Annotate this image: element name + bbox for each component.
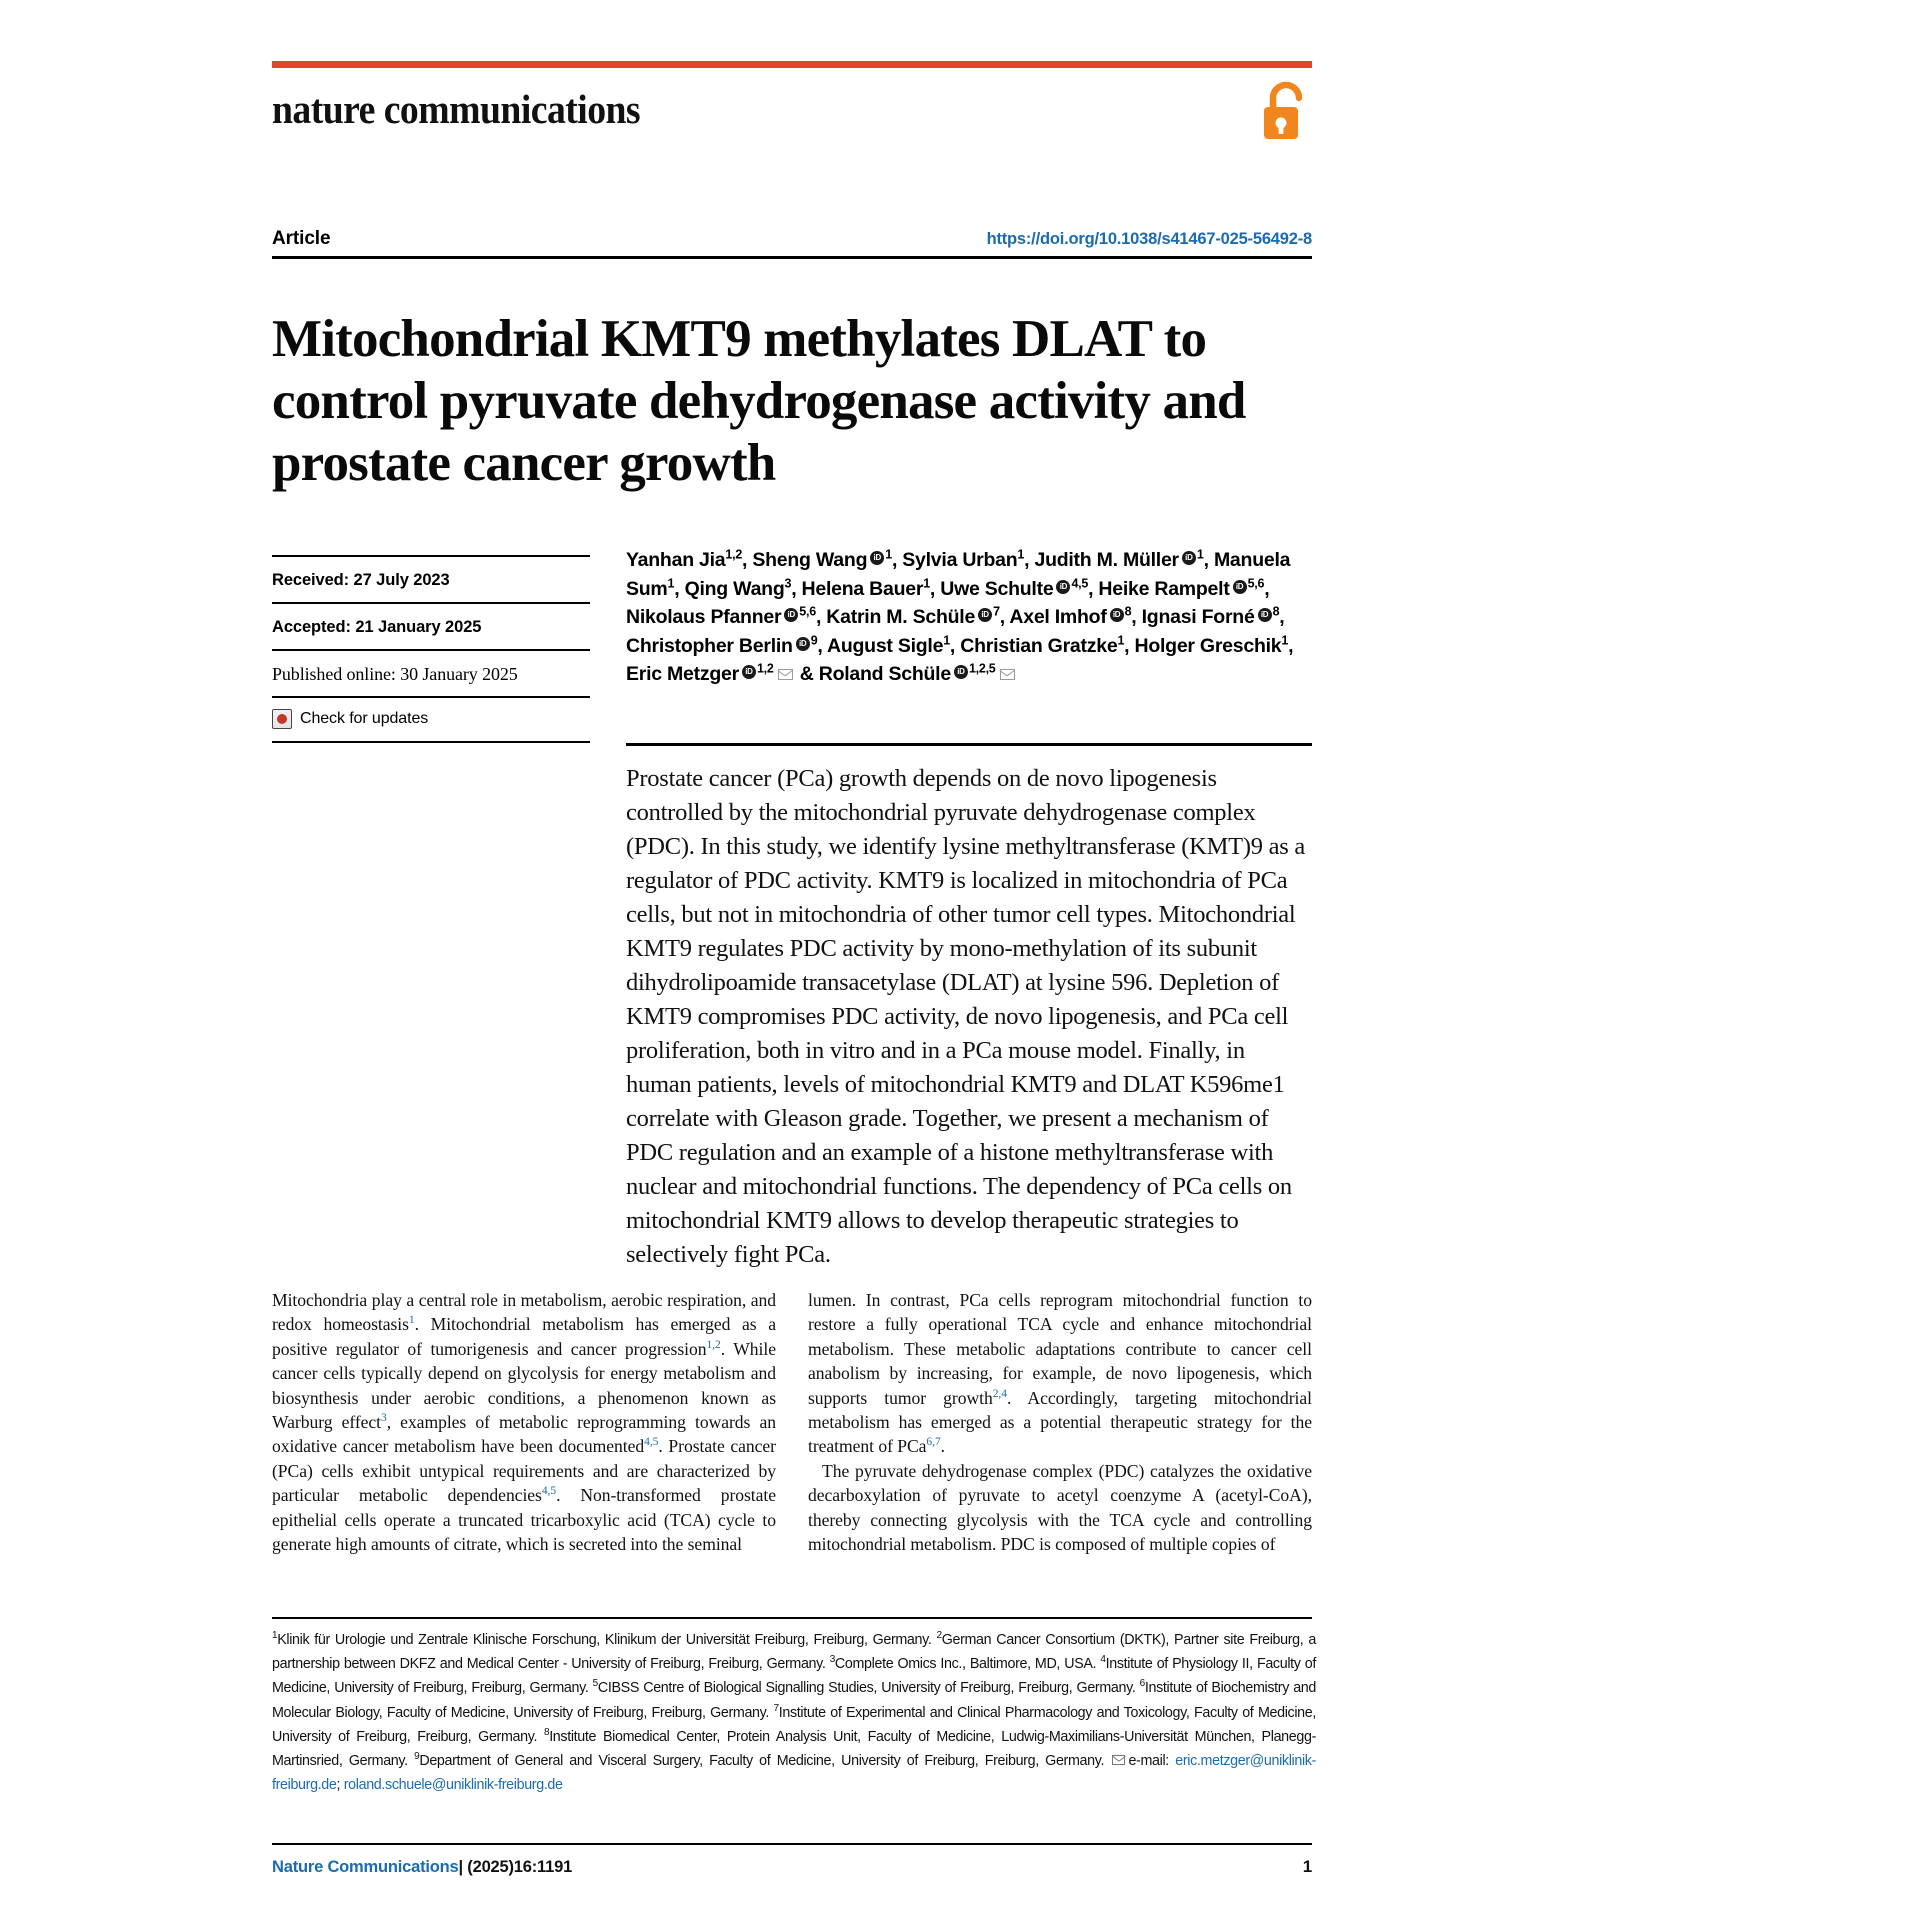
email-label: e-mail:	[1128, 1753, 1169, 1770]
orcid-icon[interactable]	[1110, 608, 1124, 622]
received-date: Received: 27 July 2023	[272, 571, 450, 589]
author-affiliation-ref: 1	[1196, 547, 1204, 562]
doi-link[interactable]: https://doi.org/10.1038/s41467-025-56492-8	[986, 230, 1312, 248]
author-affiliation-ref: 5,6	[1247, 576, 1265, 590]
author-affiliation-ref: 4,5	[1071, 576, 1089, 590]
author-affiliation-ref: 5,6	[799, 604, 816, 619]
author-affiliation-ref: 1,2,5	[968, 661, 996, 676]
page-footer	[272, 1857, 1312, 1877]
author-affiliation-ref: 7	[993, 604, 1000, 619]
masthead	[272, 78, 1312, 140]
body-paragraph: The pyruvate dehydrogenase complex (PDC) catalyzes the oxidative decarboxylation of pyruvate to acetyl coenzyme A (acetyl-CoA), thereby connecting glycolysis with the TCA cycle and controlling mitochondrial metabolism. PDC is composed of multiple copies of	[808, 1460, 1312, 1555]
author-affiliation-ref: 1	[1117, 633, 1125, 647]
open-access-lock-icon	[1260, 80, 1312, 142]
corresponding-email-2[interactable]: roland.schuele@uniklinik-freiburg.de	[343, 1777, 563, 1794]
email-envelope-icon	[1112, 1755, 1125, 1765]
affiliations-block	[272, 1628, 1316, 1797]
author-name[interactable]: Ignasi Forné	[1141, 606, 1255, 628]
orcid-icon[interactable]	[1258, 608, 1272, 622]
author-name[interactable]: Eric Metzger	[626, 663, 739, 685]
accepted-date: Accepted: 21 January 2025	[272, 618, 482, 636]
body-column-right	[808, 1288, 1312, 1556]
author-name[interactable]: Holger Greschik	[1134, 634, 1282, 657]
author-list: Yanhan Jia$^{1,2}$, Sheng Wang iD $^1$, Sylvia Urban$^1$, Judith M. Müller iD $^1$, Manuela Sum$^1$, Qing Wang$^3$, Helena Bauer$^1$, Uwe Schulte iD $^{4,5}$, Heike Rampelt iD $^{5,6}$, Nikolaus Pfanner iD $^{5,6}$, Katrin M. Schüle iD $^7$, Axel Imhof iD $^8$, Ignasi Forné iD $^8$, Christopher Berlin iD $^9$, August Sigle$^1$, Christian Gratzke$^1$, Holger Greschik$^1$, Eric Metzger iD $^{1,2}$ & Roland Schüle iD $^{1,2,5}$	[626, 546, 1316, 689]
journal-logo: nature communications	[272, 86, 641, 132]
check-for-updates-icon	[272, 709, 292, 729]
author-affiliation-ref: 1	[667, 576, 675, 590]
author-name[interactable]: Helena Bauer	[801, 577, 924, 600]
author-name[interactable]: Heike Rampelt	[1098, 577, 1230, 600]
corresponding-author-icon[interactable]	[778, 669, 793, 680]
author-affiliation-ref: 1	[1281, 633, 1289, 647]
author-affiliation-ref: 1	[1017, 547, 1025, 562]
author-name[interactable]: Manuela Sum	[626, 549, 1291, 600]
author-affiliation-ref: 1,2	[725, 547, 743, 562]
body-paragraph: Mitochondria play a central role in metabolism, aerobic respiration, and redox homeostasis$^1$. Mitochondrial metabolism has emerged as a positive regulator of tumorigenesis and cancer progression$^{1,2}$. While cancer cells typically depend on glycolysis for energy metabolism and biosynthesis under aerobic conditions, a phenomenon known as Warburg effect$^3$, examples of metabolic reprogramming towards an oxidative cancer metabolism have been documented$^{4,5}$. Prostate cancer (PCa) cells exhibit untypical requirements and are characterized by particular metabolic dependencies$^{4,5}$. Non-transformed prostate epithelial cells operate a truncated tricarboxylic acid (TCA) cycle to generate high amounts of citrate, which is secreted into the seminal	[272, 1290, 776, 1555]
abstract-divider	[626, 743, 1312, 746]
author-name[interactable]: Uwe Schulte	[940, 577, 1054, 600]
meta-divider	[272, 741, 590, 743]
abstract-text: Prostate cancer (PCa) growth depends on de novo lipogenesis controlled by the mitochondrial pyruvate dehydrogenase complex (PDC). In this study, we identify lysine methyltransferase (KMT)9 as a regulator of PDC activity. KMT9 is localized in mitochondria of PCa cells, but not in mitochondria of other tumor cell types. Mitochondrial KMT9 regulates PDC activity by mono-methylation of its subunit dihydrolipoamide transacetylase (DLAT) at lysine 596. Depletion of KMT9 compromises PDC activity, de novo lipogenesis, and PCa cell proliferation, both in vitro and in a PCa mouse model. Finally, in human patients, levels of mitochondrial KMT9 and DLAT K596me1 correlate with Gleason grade. Together, we present a mechanism of PDC regulation and an example of a histone methyltransferase with nuclear and mitochondrial functions. The dependency of PCa cells on mitochondrial KMT9 allows to develop therapeutic strategies to selectively fight PCa.	[626, 765, 1306, 1268]
author-affiliation-ref: 1	[943, 633, 950, 647]
author-affiliation-ref: 1	[923, 576, 930, 590]
author-affiliation-ref: 3	[784, 576, 792, 590]
orcid-icon[interactable]	[1182, 551, 1196, 565]
author-affiliation-ref: 8	[1272, 604, 1280, 619]
author-name[interactable]: Christian Gratzke	[960, 634, 1118, 657]
body-columns	[272, 1288, 1312, 1556]
author-name[interactable]: Axel Imhof	[1009, 606, 1107, 628]
author-affiliation-ref: 9	[810, 633, 818, 647]
article-type-label: Article	[272, 228, 331, 249]
orcid-icon[interactable]	[978, 608, 992, 622]
footer-citation-group	[272, 1858, 572, 1877]
author-name[interactable]: Judith M. Müller	[1034, 549, 1179, 571]
masthead-accent-rule	[272, 61, 1312, 68]
footer-citation: | (2025)16:1191	[458, 1858, 573, 1876]
footer-journal-name[interactable]: Nature Communications	[272, 1858, 459, 1876]
author-affiliation-ref: 1,2	[756, 661, 774, 676]
affiliations-text: $^1$Klinik für Urologie und Zentrale Klinische Forschung, Klinikum der Universität Freiburg, Freiburg, Germany. $^2$German Cancer Consortium (DKTK), Partner site Freiburg, a partnership between DKFZ and Medical Center - University of Freiburg, Freiburg, Germany. $^3$Complete Omics Inc., Baltimore, MD, USA. $^4$Institute of Physiology II, Faculty of Medicine, University of Freiburg, Freiburg, Germany. $^5$CIBSS Centre of Biological Signalling Studies, University of Freiburg, Freiburg, Germany. $^6$Institute of Biochemistry and Molecular Biology, Faculty of Medicine, University of Freiburg, Freiburg, Germany. $^7$Institute of Experimental and Clinical Pharmacology and Toxicology, Faculty of Medicine, University of Freiburg, Freiburg, Germany. $^8$Institute Biomedical Center, Protein Analysis Unit, Faculty of Medicine, Ludwig-Maximilians-Universität München, Planegg-Martinsried, Germany. $^9$Department of General and Visceral Surgery, Faculty of Medicine, University of Freiburg, Freiburg, Germany.	[272, 1630, 1317, 1770]
author-affiliation-ref: 1	[885, 547, 892, 562]
author-name[interactable]: Nikolaus Pfanner	[626, 606, 782, 628]
footer-divider	[272, 1843, 1312, 1845]
author-name[interactable]: August Sigle	[827, 634, 944, 657]
orcid-icon[interactable]	[784, 608, 798, 622]
corresponding-email-1[interactable]: eric.metzger@uniklinik-freiburg.de	[272, 1753, 1317, 1794]
body-column-left	[272, 1288, 776, 1556]
corresponding-author-icon[interactable]	[1000, 669, 1015, 680]
author-name[interactable]: Roland Schüle	[818, 663, 951, 685]
author-name[interactable]: Sylvia Urban	[902, 549, 1018, 571]
orcid-icon[interactable]	[1233, 580, 1247, 594]
check-for-updates-button[interactable]	[272, 698, 590, 741]
orcid-icon[interactable]	[742, 665, 756, 679]
author-affiliation-ref: 8	[1124, 604, 1132, 619]
published-date: Published online: 30 January 2025	[272, 664, 518, 684]
page-title: Mitochondrial KMT9 methylates DLAT to control pyruvate dehydrogenase activity and prostate cancer growth	[272, 309, 1246, 492]
article-type-row	[272, 228, 1312, 250]
author-name[interactable]: Yanhan Jia	[626, 549, 726, 571]
author-name[interactable]: Qing Wang	[684, 577, 785, 600]
page-number: 1	[1302, 1857, 1312, 1876]
affiliations-divider	[272, 1617, 1312, 1619]
orcid-icon[interactable]	[796, 637, 810, 651]
header-divider	[272, 256, 1312, 259]
orcid-icon[interactable]	[1056, 580, 1070, 594]
author-name[interactable]: Katrin M. Schüle	[826, 606, 976, 628]
body-paragraph: lumen. In contrast, PCa cells reprogram mitochondrial function to restore a fully operational TCA cycle and enhance mitochondrial metabolism. These metabolic adaptations contribute to cancer cell anabolism by increasing, for example, de novo lipogenesis, which supports tumor growth$^{2,4}$. Accordingly, targeting mitochondrial metabolism has emerged as a potential therapeutic strategy for the treatment of PCa$^{6,7}$.	[808, 1290, 1312, 1457]
email-separator: ;	[336, 1777, 344, 1794]
author-name[interactable]: Sheng Wang	[752, 549, 868, 571]
orcid-icon[interactable]	[870, 551, 884, 565]
article-metadata	[272, 555, 590, 743]
orcid-icon[interactable]	[954, 665, 968, 679]
author-name[interactable]: Christopher Berlin	[626, 634, 793, 657]
check-for-updates-label: Check for updates	[300, 710, 429, 727]
